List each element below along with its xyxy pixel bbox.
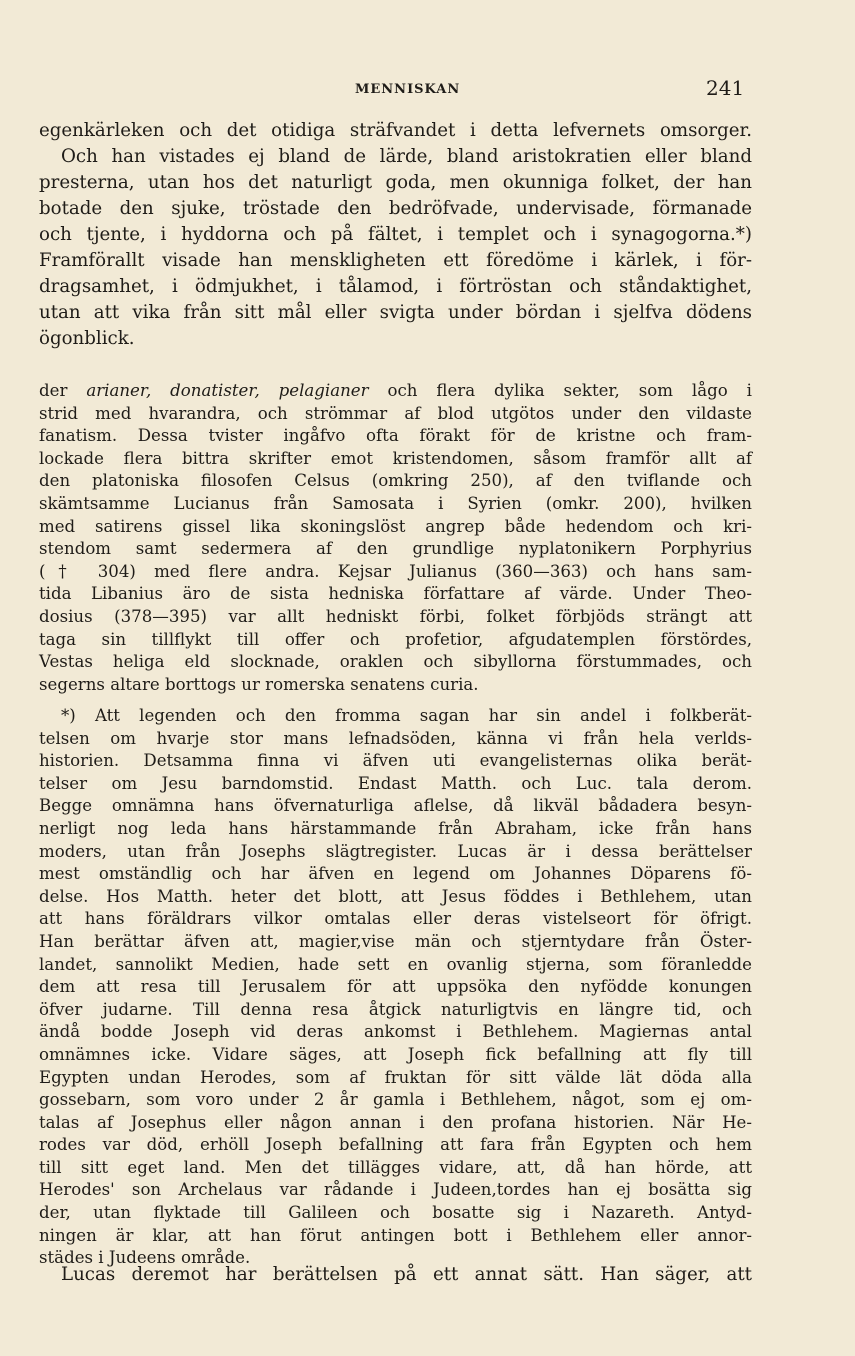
footnote-line: *) Att legenden och den fromma sagan har sin andel i folkberät- [61, 706, 752, 725]
footnote-line: segerns altare borttogs ur romerska senatens curia. [39, 674, 479, 694]
footnote-line: gossebarn, som voro under 2 år gamla i Bethlehem, något, som ej om- [39, 1090, 752, 1110]
main-paragraph [39, 118, 752, 352]
footnote-line: omnämnes icke. Vidare säges, att Joseph fick befallning att fly till [39, 1044, 752, 1064]
text-line: presterna, utan hos det naturligt goda, men okunniga folket, der han [39, 172, 752, 193]
footnote-line: fanatism. Dessa tvister ingåfvo ofta förakt för de kristne och fram- [39, 426, 752, 446]
footnote-line: telsen om hvarje stor mans lefnadsöden, känna vi från hela verlds- [39, 728, 752, 748]
footnote-line: nerligt nog leda hans härstammande från Abraham, icke från hans [39, 818, 752, 838]
continuation-paragraph [39, 1262, 752, 1288]
footnote-line: att hans föräldrars vilkor omtalas eller deras vistelseort för öfrigt. [39, 909, 752, 929]
footnote-line-prefix: der [39, 381, 87, 400]
footnote-line: dosius (378—395) var allt hedniskt förbi, folket förbjöds strängt att [39, 606, 752, 626]
text-line: Framförallt visade han menskligheten ett föredöme i kärlek, i för- [39, 250, 752, 271]
text-line: Lucas deremot har berättelsen på ett annat sätt. Han säger, att [61, 1264, 752, 1285]
footnote-line: Han berättar äfven att, magier,vise män och stjerntydare från Öster- [39, 931, 752, 951]
footnote-line: skämtsamme Lucianus från Samosata i Syrien (omkr. 200), hvilken [39, 493, 752, 513]
footnote-line: strid med hvarandra, och strömmar af blod utgötos under den vildaste [39, 403, 752, 423]
running-head [0, 76, 855, 106]
footnote-line: taga sin tillflykt till offer och profetior, afgudatemplen förstördes, [39, 629, 752, 649]
footnote-line: ändå bodde Joseph vid deras ankomst i Bethlehem. Magiernas antal [39, 1022, 752, 1042]
footnote-line: rodes var död, erhöll Joseph befallning att fara från Egypten och hem [39, 1135, 752, 1155]
footnote-line: stendom samt sedermera af den grundlige nyplatonikern Porphyrius [39, 539, 752, 559]
text-line: utan att vika från sitt mål eller svigta under bördan i sjelfva dödens [39, 302, 752, 323]
footnote-line: ningen är klar, att han förut antingen bott i Bethlehem eller annor- [39, 1225, 752, 1245]
footnote-line: Begge omnämna hans öfvernaturliga aflelse, då likväl bådadera besyn- [39, 796, 752, 816]
footnote-line: historien. Detsamma finna vi äfven uti evangelisternas olika berät- [39, 751, 752, 771]
footnote-line: Vestas heliga eld slocknade, oraklen och sibyllorna förstummades, och [39, 652, 752, 672]
footnote-line: talas af Josephus eller någon annan i den profana historien. När He- [39, 1112, 752, 1132]
chapter-title: MENNISKAN [355, 82, 461, 97]
sect-names: arianer, donatister, pelagianer [86, 381, 369, 400]
footnote-star [39, 705, 752, 1270]
footnote-line: mest omständlig och har äfven en legend om Johannes Döparens fö- [39, 864, 752, 884]
footnote-line: öfver judarne. Till denna resa åtgick naturligtvis en längre tid, och [39, 999, 752, 1019]
page-number: 241 [706, 76, 745, 100]
footnote-continued [39, 380, 752, 696]
footnote-line: Egypten undan Herodes, som af fruktan för sitt välde lät döda alla [39, 1067, 752, 1087]
text-line: botade den sjuke, tröstade den bedröfvade, undervisade, förmanade [39, 198, 752, 219]
footnote-line: der, utan flyktade till Galileen och bosatte sig i Nazareth. Antyd- [39, 1203, 752, 1223]
footnote-line: Herodes' son Archelaus var rådande i Judeen,tordes han ej bosätta sig [39, 1180, 752, 1200]
footnote-line: den platoniska filosofen Celsus (omkring 250), af den tviflande och [39, 471, 752, 491]
footnote-line: moders, utan från Josephs slägtregister. Lucas är i dessa berättelser [39, 841, 752, 861]
text-line: ögonblick. [39, 328, 135, 349]
footnote-line: landet, sannolikt Medien, hade sett en ovanlig stjerna, som föranledde [39, 954, 752, 974]
footnote-line: delse. Hos Matth. heter det blott, att Jesus föddes i Bethlehem, utan [39, 886, 752, 906]
text-line: Och han vistades ej bland de lärde, bland aristokratien eller bland [61, 146, 752, 167]
text-line: egenkärleken och det otidiga sträfvandet i detta lefvernets omsorger. [39, 120, 752, 141]
footnote-line: († 304) med flere andra. Kejsar Julianus (360—363) och hans sam- [39, 561, 752, 581]
footnote-line: lockade flera bittra skrifter emot kristendomen, såsom framför allt af [39, 448, 752, 468]
footnote-line [39, 380, 752, 403]
footnote-line: städes i Judeens område. [39, 1248, 251, 1268]
footnote-line: med satirens gissel lika skoningslöst angrep både hedendom och kri- [39, 516, 752, 536]
footnote-line: tida Libanius äro de sista hedniska författare af värde. Under Theo- [39, 584, 752, 604]
footnote-line-rest: och flera dylika sekter, som lågo i [368, 381, 752, 400]
footnote-line: till sitt eget land. Men det tillägges vidare, att, då han hörde, att [39, 1157, 752, 1177]
text-line: dragsamhet, i ödmjukhet, i tålamod, i förtröstan och ståndaktighet, [39, 276, 752, 297]
text-line: och tjente, i hyddorna och på fältet, i templet och i synagogorna.*) [39, 224, 752, 245]
footnote-line: telser om Jesu barndomstid. Endast Matth. och Luc. tala derom. [39, 773, 752, 793]
footnote-line: dem att resa till Jerusalem för att uppsöka den nyfödde konungen [39, 977, 752, 997]
